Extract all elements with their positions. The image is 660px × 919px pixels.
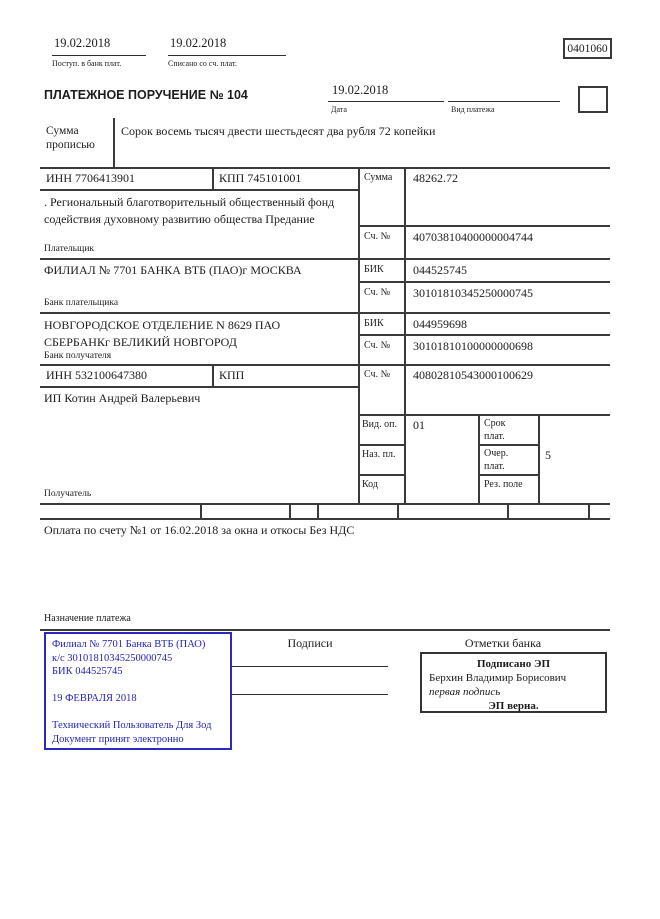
amount-words-label: Сумма прописью	[46, 125, 95, 152]
pay-order-label: Очер. плат.	[484, 448, 509, 472]
payer-bank-section-label: Банк плательщика	[44, 298, 119, 308]
received-in-bank-date: 19.02.2018	[54, 36, 111, 50]
op-type-label: Вид. оп.	[362, 419, 397, 430]
fields-row-divider-2	[289, 503, 291, 518]
payer-bank-account: 30101810345250000745	[413, 286, 533, 300]
form-code: 0401060	[567, 43, 608, 55]
stamp-corr-account: к/с 30101810345250000745	[52, 652, 173, 664]
pay-term-label: Срок плат.	[484, 418, 506, 442]
purpose-bottom-line	[40, 629, 610, 631]
received-date-underline	[52, 55, 146, 56]
table-line-top	[40, 167, 610, 169]
payment-kind-box	[578, 86, 608, 113]
subtable-divider-1b	[478, 444, 538, 446]
table-line-subtable-top	[358, 414, 610, 416]
document-date-underline	[328, 101, 444, 102]
sum-label: Сумма	[364, 172, 393, 183]
payment-type-underline	[448, 101, 560, 102]
fields-row-divider-5	[507, 503, 509, 518]
esign-verified: ЭП верна.	[488, 700, 539, 712]
esign-name: Берхин Владимир Борисович	[429, 672, 567, 684]
table-line-fields-bottom	[40, 518, 610, 520]
fields-row-divider-4	[397, 503, 399, 518]
table-line-inn-bottom	[40, 189, 358, 191]
receiver-bank-bik: 044959698	[413, 317, 467, 331]
subtable-divider-1a	[358, 444, 404, 446]
esign-type: первая подпись	[429, 686, 501, 698]
electronic-signature-stamp	[420, 652, 607, 713]
stamp-bik: БИК 044525745	[52, 666, 123, 677]
signature-line-1	[232, 666, 388, 667]
receiver-bank-bik-label: БИК	[364, 318, 384, 329]
bank-marks-label: Отметки банка	[464, 636, 542, 650]
receiver-bank-account: 30101810100000000698	[413, 339, 533, 353]
receiver-name: ИП Котин Андрей Валерьевич	[44, 391, 201, 405]
receiver-account-label: Сч. №	[364, 369, 391, 380]
document-title: ПЛАТЕЖНОЕ ПОРУЧЕНИЕ № 104	[44, 88, 248, 102]
payer-name: . Региональный благотворительный общественный фонд содействия духовному развитию общества Предание	[44, 195, 335, 226]
sum-value: 48262.72	[413, 171, 458, 185]
code-label: Код	[362, 479, 378, 490]
form-code-box	[563, 38, 612, 59]
received-in-bank-label: Поступ. в банк плат.	[52, 59, 122, 68]
debited-date: 19.02.2018	[170, 36, 227, 50]
bank-acceptance-stamp	[44, 632, 232, 750]
stamp-note: Документ принят электронно	[52, 733, 184, 745]
main-right-divider	[358, 167, 360, 503]
date-label: Дата	[331, 105, 347, 114]
receiver-account: 40802810543000100629	[413, 368, 533, 382]
esign-title: Подписано ЭП	[476, 658, 551, 670]
signature-line-2	[232, 694, 388, 695]
fields-row-divider-6	[588, 503, 590, 518]
stamp-user: Технический Пользователь Для Зод	[52, 720, 212, 731]
payment-type-label: Вид платежа	[451, 105, 495, 114]
label-value-divider	[404, 167, 406, 503]
payer-inn: ИНН 7706413901	[46, 171, 135, 185]
subtable-divider-2a	[358, 474, 404, 476]
amount-words-value: Сорок восемь тысяч двести шестьдесят два рубля 72 копейки	[121, 124, 436, 138]
payer-bank-bik: 044525745	[413, 263, 467, 277]
payer-bank-account-label: Сч. №	[364, 287, 391, 298]
stamp-bank-name: Филиал № 7701 Банка ВТБ (ПАО)	[52, 639, 206, 650]
table-line-receiver-bottom	[40, 503, 610, 505]
receiver-inn: ИНН 532100647380	[46, 368, 147, 382]
fields-row-divider-1	[200, 503, 202, 518]
table-line-receiver-inn-bottom	[40, 386, 358, 388]
debited-date-underline	[168, 55, 286, 56]
table-line-sum-account	[358, 225, 610, 227]
purpose-code-label: Наз. пл.	[362, 449, 396, 460]
table-line-receiverbank-bottom	[40, 364, 610, 366]
fields-row-divider-3	[317, 503, 319, 518]
receiver-section-label: Получатель	[44, 489, 92, 499]
debited-label: Списано со сч. плат.	[168, 59, 237, 68]
payer-account: 40703810400000004744	[413, 230, 533, 244]
receiver-inn-kpp-divider	[212, 364, 214, 386]
amount-words-divider	[113, 118, 115, 167]
receiver-bank-section-label: Банк получателя	[44, 351, 112, 361]
receiver-bank-name: НОВГОРОДСКОЕ ОТДЕЛЕНИЕ N 8629 ПАО СБЕРБАНКг ВЕЛИКИЙ НОВГОРОД	[44, 318, 281, 349]
table-line-payerbank-bottom	[40, 312, 610, 314]
subtable-divider-2b	[478, 474, 538, 476]
pay-order-value: 5	[545, 448, 551, 462]
payment-purpose-label: Назначение платежа	[44, 613, 131, 624]
payer-bank-bik-label: БИК	[364, 264, 384, 275]
signatures-label: Подписи	[287, 636, 333, 650]
op-type-value: 01	[413, 418, 425, 432]
stamp-date: 19 ФЕВРАЛЯ 2018	[52, 692, 137, 704]
document-date: 19.02.2018	[332, 83, 389, 97]
res-field-label: Рез. поле	[484, 479, 523, 490]
payer-section-label: Плательщик	[44, 244, 95, 254]
payer-kpp: КПП 745101001	[219, 171, 302, 185]
subtable-col-divider-1	[478, 414, 480, 503]
table-line-payerbank-bik	[358, 281, 610, 283]
inn-kpp-divider	[212, 167, 214, 189]
payment-purpose-text: Оплата по счету №1 от 16.02.2018 за окна и откосы Без НДС	[44, 523, 355, 537]
payer-account-label: Сч. №	[364, 231, 391, 242]
payer-bank-name: ФИЛИАЛ № 7701 БАНКА ВТБ (ПАО)г МОСКВА	[44, 263, 302, 277]
table-line-receiverbank-bik	[358, 334, 610, 336]
receiver-kpp: КПП	[219, 368, 245, 382]
subtable-col-divider-2	[538, 414, 540, 503]
table-line-payer-bottom	[40, 258, 610, 260]
receiver-bank-account-label: Сч. №	[364, 340, 391, 351]
